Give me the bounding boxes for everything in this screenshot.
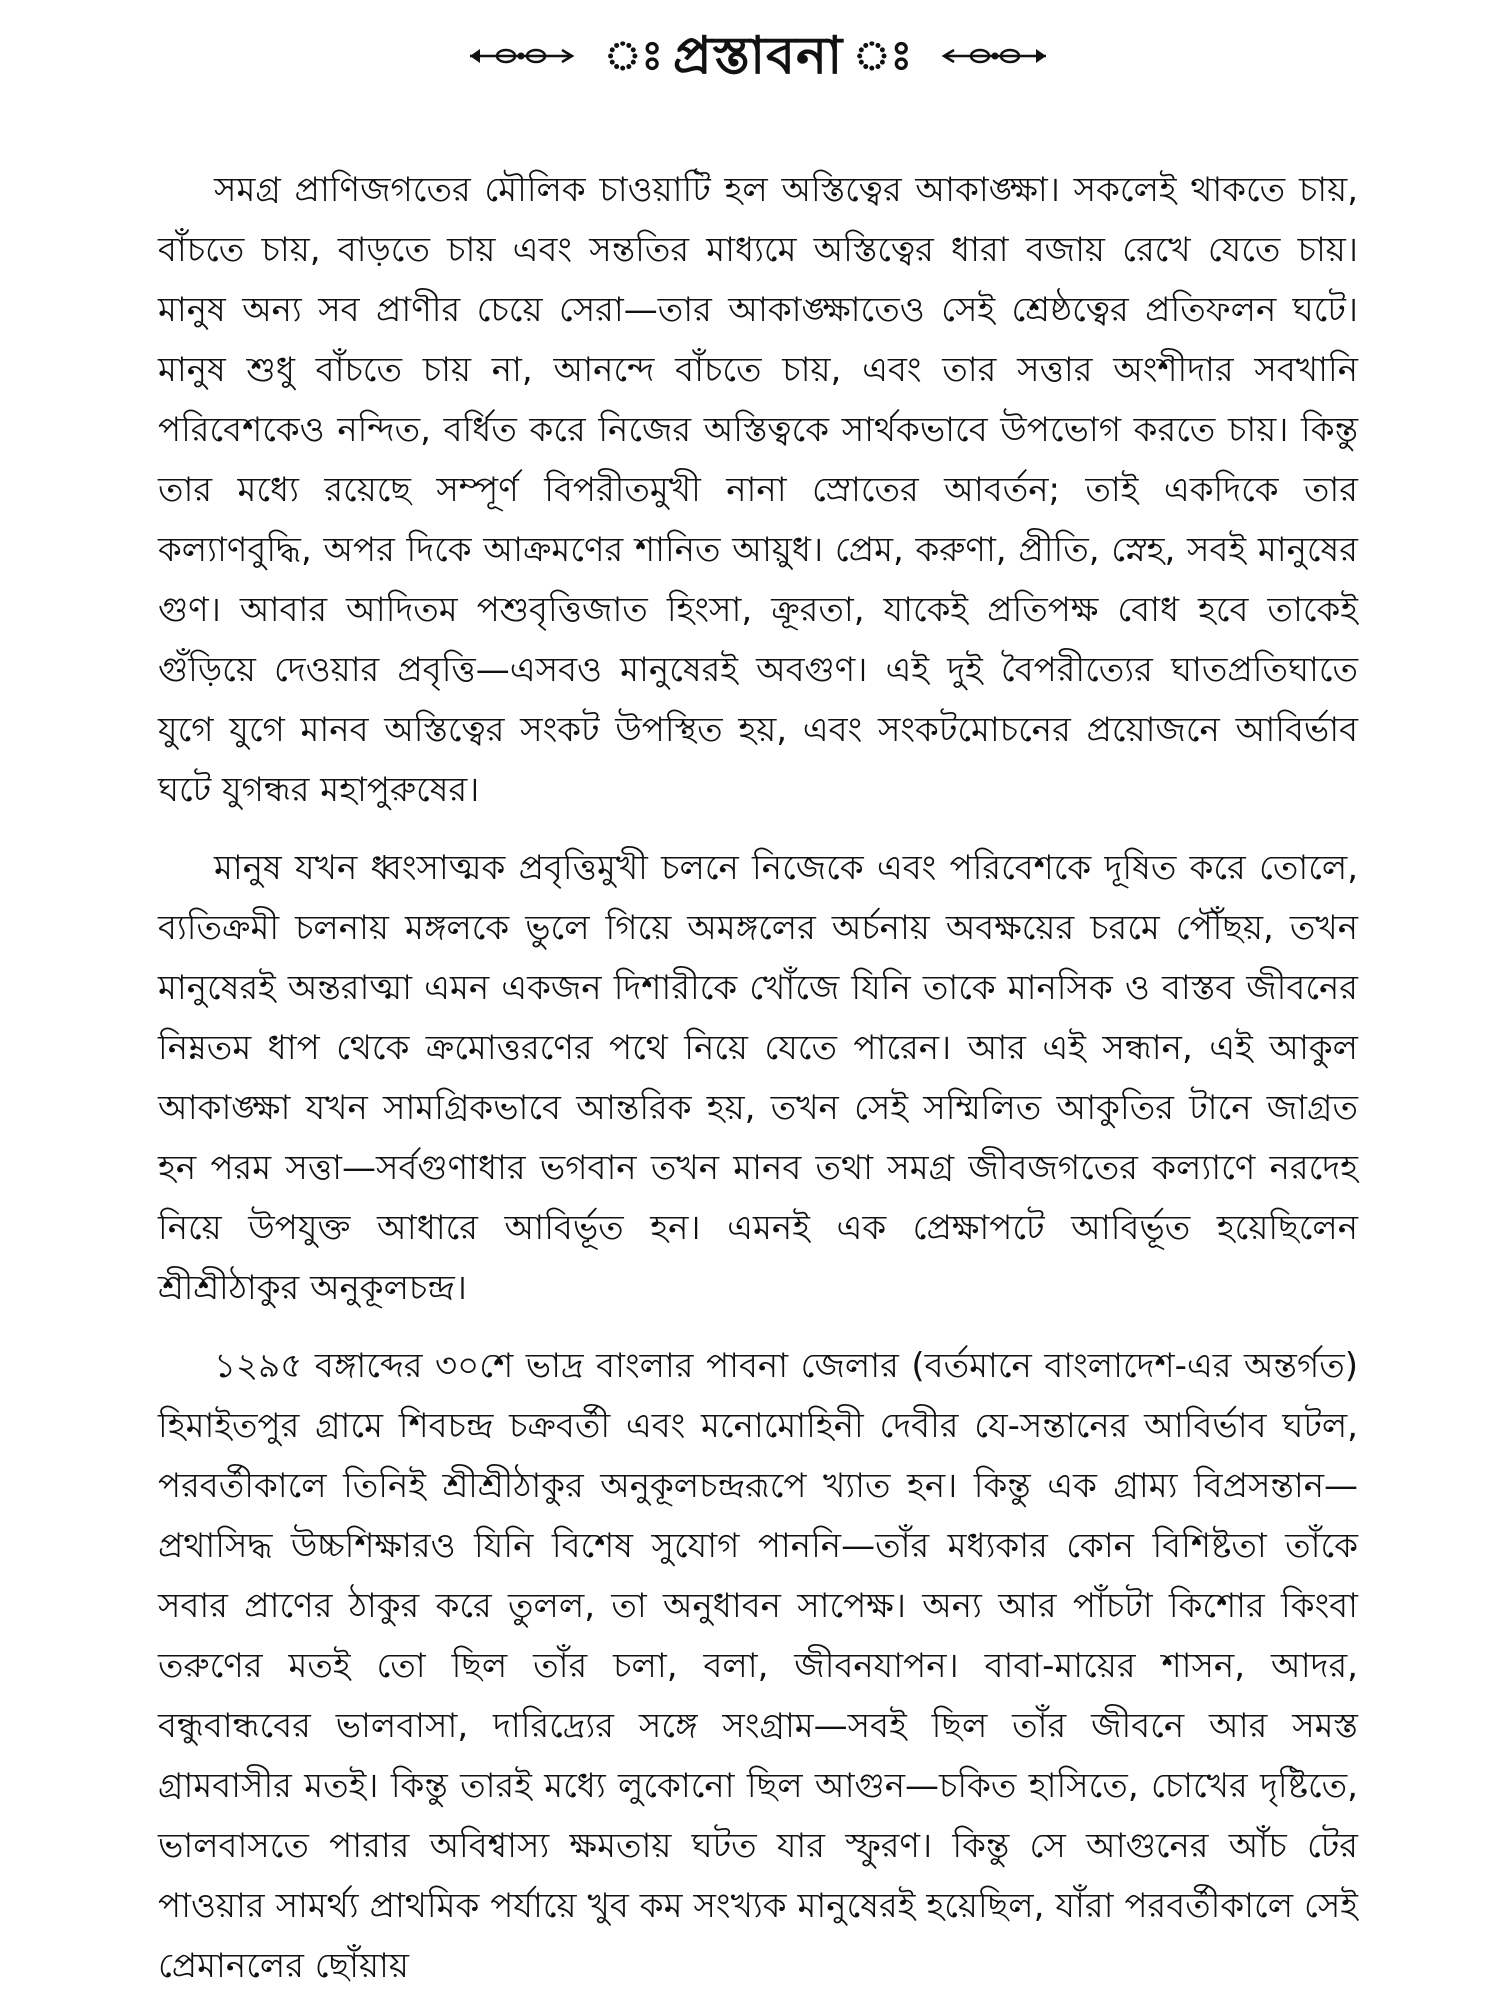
paragraph: মানুষ যখন ধ্বংসাত্মক প্রবৃত্তিমুখী চলনে নিজেকে এবং পরিবেশকে দূষিত করে তোলে, ব্যতিক্রমী চলনায় মঙ্গলকে ভুলে গিয়ে অমঙ্গলের অর্চনায় অবক্ষয়ের চরমে পৌঁছয়, তখন মানুষেরই অন্তরাত্মা এমন একজন দিশারীকে খোঁজে যিনি তাকে মানসিক ও বাস্তব জীবনের নিম্নতম ধাপ থেকে ক্রমোত্তরণের পথে নিয়ে যেতে পারেন। আর এই সন্ধান, এই আকুল আকাঙ্ক্ষা যখন সামগ্রিকভাবে আন্তরিক হয়, তখন সেই সম্মিলিত আকুতির টানে জাগ্রত হন পরম সত্তা—সর্বগুণাধার ভগবান তখন মানব তথা সমগ্র জীবজগতের কল্যাণে নরদেহ নিয়ে উপযুক্ত আধারে আবির্ভূত হন। এমনই এক প্রেক্ষাপটে আবির্ভূত হয়েছিলেন শ্রীশ্রীঠাকুর অনুকূলচন্দ্র। [158, 848, 1358, 1308]
title-mark-right: ঃ [853, 33, 912, 79]
page-title: প্রস্তাবনা [672, 26, 844, 86]
right-ornament-icon [940, 44, 1050, 68]
title-mark-left: ঃ [604, 33, 663, 79]
document-header [158, 24, 1358, 88]
paragraph: সমগ্র প্রাণিজগতের মৌলিক চাওয়াটি হল অস্তিত্বের আকাঙ্ক্ষা। সকলেই থাকতে চায়, বাঁচতে চায়, বাড়তে চায় এবং সন্ততির মাধ্যমে অস্তিত্বের ধারা বজায় রেখে যেতে চায়। মানুষ অন্য সব প্রাণীর চেয়ে সেরা—তার আকাঙ্ক্ষাতেও সেই শ্রেষ্ঠত্বের প্রতিফলন ঘটে। মানুষ শুধু বাঁচতে চায় না, আনন্দে বাঁচতে চায়, এবং তার সত্তার অংশীদার সবখানি পরিবেশকেও নন্দিত, বর্ধিত করে নিজের অস্তিত্বকে সার্থকভাবে উপভোগ করতে চায়। কিন্তু তার মধ্যে রয়েছে সম্পূর্ণ বিপরীতমুখী নানা স্রোতের আবর্তন; তাই একদিকে তার কল্যাণবুদ্ধি, অপর দিকে আক্রমণের শানিত আয়ুধ। প্রেম, করুণা, প্রীতি, স্নেহ, সবই মানুষের গুণ। আবার আদিতম পশুবৃত্তিজাত হিংসা, ক্রূরতা, যাকেই প্রতিপক্ষ বোধ হবে তাকেই গুঁড়িয়ে দেওয়ার প্রবৃত্তি—এসবও মানুষেরই অবগুণ। এই দুই বৈপরীত্যের ঘাতপ্রতিঘাতে যুগে যুগে মানব অস্তিত্বের সংকট উপস্থিত হয়, এবং সংকটমোচনের প্রয়োজনে আবির্ভাব ঘটে যুগন্ধর মহাপুরুষের। [158, 170, 1358, 810]
paragraph: ১২৯৫ বঙ্গাব্দের ৩০শে ভাদ্র বাংলার পাবনা জেলার (বর্তমানে বাংলাদেশ-এর অন্তর্গত) হিমাইতপুর গ্রামে শিবচন্দ্র চক্রবর্তী এবং মনোমোহিনী দেবীর যে-সন্তানের আবির্ভাব ঘটল, পরবর্তীকালে তিনিই শ্রীশ্রীঠাকুর অনুকূলচন্দ্ররূপে খ্যাত হন। কিন্তু এক গ্রাম্য বিপ্রসন্তান—প্রথাসিদ্ধ উচ্চশিক্ষারও যিনি বিশেষ সুযোগ পাননি—তাঁর মধ্যকার কোন বিশিষ্টতা তাঁকে সবার প্রাণের ঠাকুর করে তুলল, তা অনুধাবন সাপেক্ষ। অন্য আর পাঁচটা কিশোর কিংবা তরুণের মতই তো ছিল তাঁর চলা, বলা, জীবনযাপন। বাবা-মায়ের শাসন, আদর, বন্ধুবান্ধবের ভালবাসা, দারিদ্র্যের সঙ্গে সংগ্রাম—সবই ছিল তাঁর জীবনে আর সমস্ত গ্রামবাসীর মতই। কিন্তু তারই মধ্যে লুকোনো ছিল আগুন—চকিত হাসিতে, চোখের দৃষ্টিতে, ভালবাসতে পারার অবিশ্বাস্য ক্ষমতায় ঘটত যার স্ফুরণ। কিন্তু সে আগুনের আঁচ টের পাওয়ার সামর্থ্য প্রাথমিক পর্যায়ে খুব কম সংখ্যক মানুষেরই হয়েছিল, যাঁরা পরবর্তীকালে সেই প্রেমানলের ছোঁয়ায় [158, 1346, 1358, 1986]
document-page [158, 24, 1358, 1984]
left-ornament-icon [466, 44, 576, 68]
